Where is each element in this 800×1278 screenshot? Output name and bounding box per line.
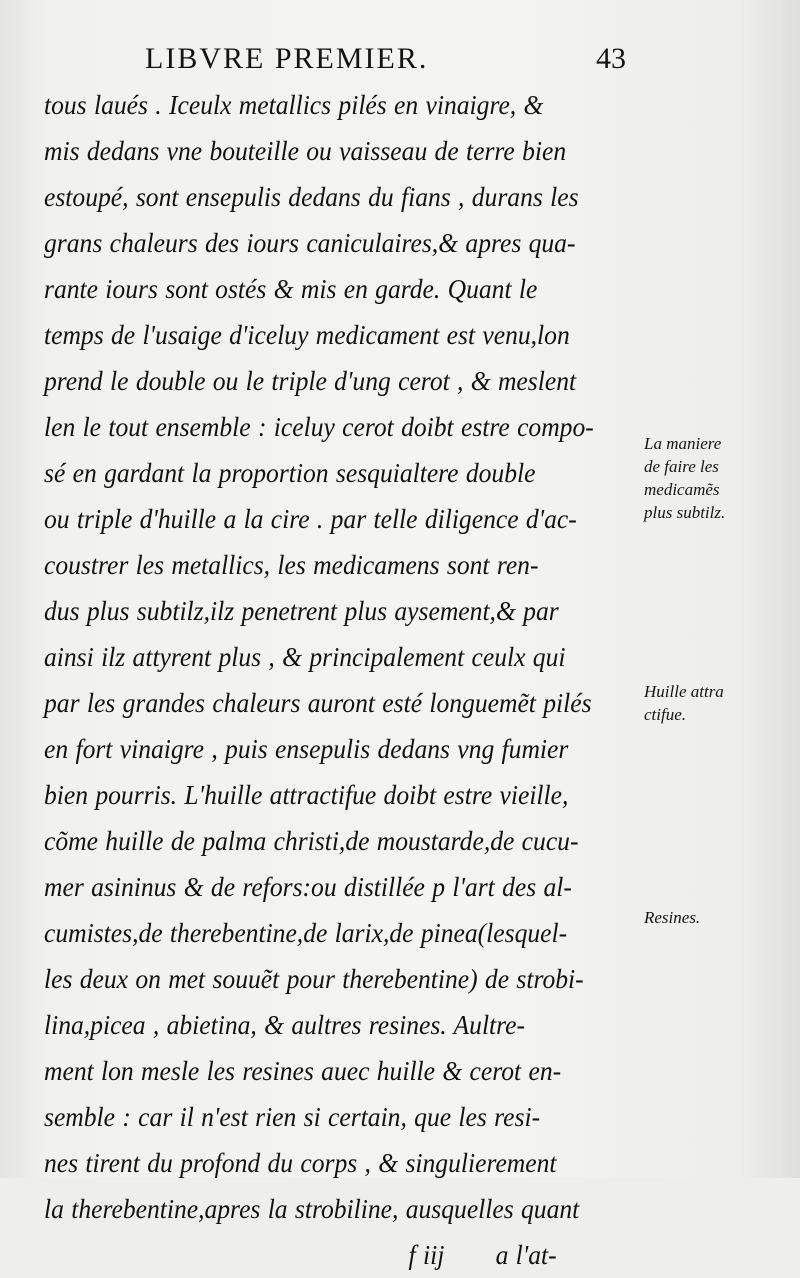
text-line: lina,picea , abietina, & aultres resines. Aultre-	[44, 1009, 526, 1040]
text-line: en fort vinaigre , puis ensepulis dedans vng fumier	[44, 733, 569, 764]
text-line: bien pourris. L'huille attractifue doibt estre vieille,	[44, 779, 569, 810]
margin-note-line: Huille attra	[644, 682, 724, 701]
page-number: 43	[596, 42, 626, 75]
text-line: rante iours sont ostés & mis en garde. Quant le	[44, 273, 538, 304]
text-line: cumistes,de therebentine,de larix,de pinea(lesquel-	[44, 917, 568, 948]
running-head: LIBVRE PREMIER.	[145, 42, 429, 75]
text-line: grans chaleurs des iours caniculaires,& apres qua-	[44, 227, 576, 258]
text-line: par les grandes chaleurs auront esté longuemẽt pilés	[44, 687, 592, 718]
margin-note-huille	[644, 680, 724, 726]
text-line: estoupé, sont ensepulis dedans du fians , durans les	[44, 181, 579, 212]
text-line: len le tout ensemble : iceluy cerot doibt estre compo-	[44, 411, 594, 442]
margin-note-line: La maniere	[644, 434, 722, 453]
text-line: prend le double ou le triple d'ung cerot , & meslent	[44, 365, 577, 396]
margin-note-resines	[644, 906, 700, 929]
margin-note-manner	[644, 432, 725, 524]
text-line: semble : car il n'est rien si certain, que les resi-	[44, 1101, 541, 1132]
signature-mark: f iij	[408, 1239, 445, 1270]
margin-note-line: ctifue.	[644, 705, 687, 724]
text-line: dus plus subtilz,ilz penetrent plus aysement,& par	[44, 595, 559, 626]
margin-note-line: plus subtilz.	[644, 503, 726, 522]
text-line: nes tirent du profond du corps , & singulierement	[44, 1147, 557, 1178]
text-line: sé en gardant la proportion sesquialtere double	[44, 457, 536, 488]
text-line: tous laués . Iceulx metallics pilés en vinaigre, &	[44, 89, 544, 120]
margin-note-line: medicamẽs	[644, 480, 720, 499]
text-line: cõme huille de palma christi,de moustarde,de cucu-	[44, 825, 579, 856]
text-line: la therebentine,apres la strobiline, ausquelles quant	[44, 1193, 580, 1224]
text-line: ainsi ilz attyrent plus , & principalement ceulx qui	[44, 641, 566, 672]
margin-note-line: de faire les	[644, 457, 719, 476]
margin-note-line: Resines.	[644, 908, 701, 927]
text-line: ment lon mesle les resines auec huille & cerot en-	[44, 1055, 562, 1086]
signature-line	[44, 1232, 602, 1278]
text-line: mer asininus & de refors:ou distillée p l'art des al-	[44, 871, 572, 902]
main-text-block	[44, 82, 644, 1278]
text-line: ou triple d'huille a la cire . par telle diligence d'ac-	[44, 503, 577, 534]
text-line: coustrer les metallics, les medicamens sont ren-	[44, 549, 539, 580]
text-line: temps de l'usaige d'iceluy medicament est venu,lon	[44, 319, 570, 350]
text-line: mis dedans vne bouteille ou vaisseau de terre bien	[44, 135, 567, 166]
catchword: a l'at-	[495, 1239, 557, 1270]
text-line: les deux on met souuẽt pour therebentine) de strobi-	[44, 963, 584, 994]
